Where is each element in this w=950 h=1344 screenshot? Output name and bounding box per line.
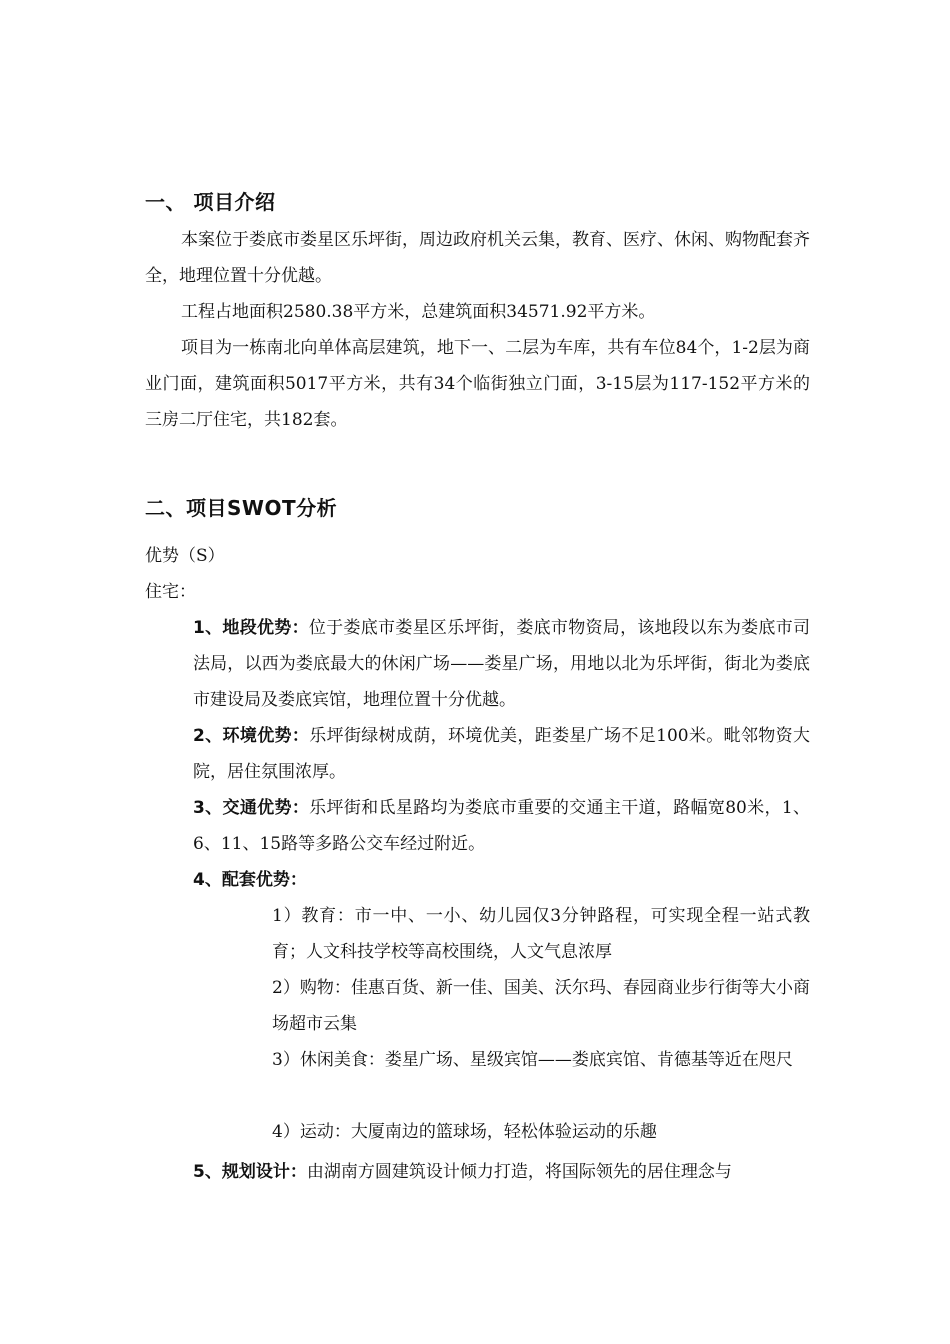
list-item-location-advantage	[193, 610, 810, 718]
facility-sports: 4）运动：大厦南边的篮球场，轻松体验运动的乐趣	[272, 1122, 657, 1142]
item-text: 位于娄底市娄星区乐坪街，娄底市物资局，该地段以东为娄底市司法局，以西为娄底最大的休闲广场——娄星广场，用地以北为乐坪街，街北为娄底市建设局及娄底宾馆，地理位置十分优越。	[193, 618, 810, 710]
item-title: 5、规划设计：	[193, 1162, 307, 1182]
section-heading-swot: 二、项目SWOT分析	[145, 496, 338, 520]
item-text: 乐坪街和氐星路均为娄底市重要的交通主干道，路幅宽80米，1、6、11、15路等多路公交车经过附近。	[193, 798, 810, 854]
facility-shopping: 2）购物：佳惠百货、新一佳、国美、沃尔玛、春园商业步行街等大小商场超市云集	[272, 978, 810, 1034]
section-heading-project-intro: 一、 项目介绍	[145, 190, 276, 214]
list-item-planning-design	[193, 1154, 810, 1190]
intro-paragraph-location: 本案位于娄底市娄星区乐坪街，周边政府机关云集，教育、医疗、休闲、购物配套齐全，地理位置十分优越。	[145, 230, 810, 286]
item-title: 4、配套优势：	[193, 870, 307, 890]
item-text: 由湖南方圆建筑设计倾力打造，将国际领先的居住理念与	[306, 1162, 732, 1182]
list-item-traffic-advantage	[193, 790, 810, 862]
list-item-facility-advantage	[193, 862, 810, 898]
facility-education: 1）教育：市一中、一小、幼儿园仅3分钟路程，可实现全程一站式教育；人文科技学校等高校围绕，人文气息浓厚	[272, 906, 810, 962]
residential-label: 住宅：	[145, 582, 196, 602]
item-title: 2、环境优势：	[193, 726, 310, 746]
intro-paragraph-area: 工程占地面积2580.38平方米，总建筑面积34571.92平方米。	[181, 302, 656, 322]
strength-label: 优势（S）	[145, 546, 225, 566]
item-title: 3、交通优势：	[193, 798, 310, 818]
list-item-environment-advantage	[193, 718, 810, 790]
facility-leisure-food: 3）休闲美食：娄星广场、星级宾馆——娄底宾馆、肯德基等近在咫尺	[272, 1050, 793, 1070]
item-title: 1、地段优势：	[193, 618, 309, 638]
intro-paragraph-building: 项目为一栋南北向单体高层建筑，地下一、二层为车库，共有车位84个，1-2层为商业门面，建筑面积5017平方米，共有34个临街独立门面，3-15层为117-152平方米的三房二厅住宅，共182套。	[145, 338, 810, 430]
item-text: 乐坪街绿树成荫，环境优美，距娄星广场不足100米。毗邻物资大院，居住氛围浓厚。	[193, 726, 810, 782]
